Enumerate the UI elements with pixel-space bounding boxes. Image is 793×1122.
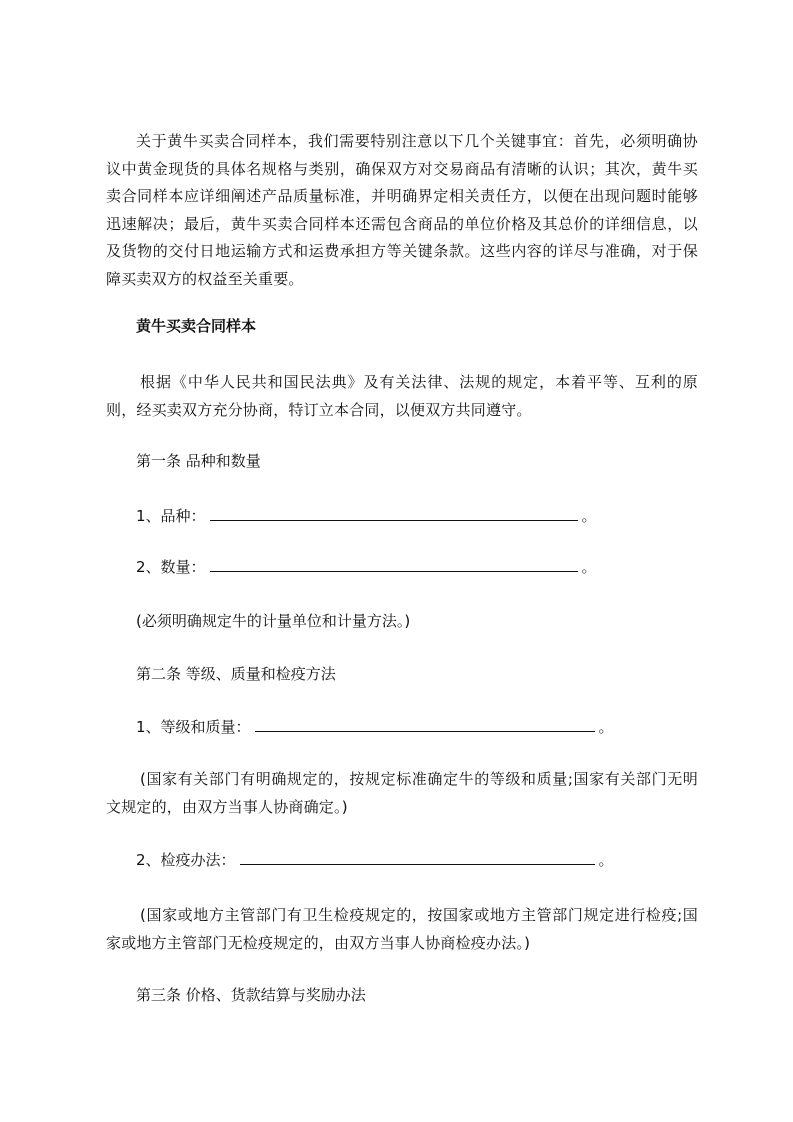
preamble-paragraph: 根据《中华人民共和国民法典》及有关法律、法规的规定，本着平等、互利的原则，经买卖双方充分协商，特订立本合同，以便双方共同遵守。: [106, 373, 698, 419]
article2-item2: [136, 850, 614, 870]
article2-heading: 第二条 等级、质量和检疫方法: [136, 665, 336, 683]
article3-heading: 第三条 价格、货款结算与奖励办法: [136, 986, 366, 1004]
article1-item2: [136, 557, 597, 577]
document-title: 黄牛买卖合同样本: [136, 317, 257, 335]
quantity-label: 2、数量：: [136, 558, 206, 576]
period-mark: 。: [598, 851, 614, 869]
variety-label: 1、品种：: [136, 507, 206, 525]
quarantine-blank-field[interactable]: [240, 850, 595, 865]
article1-item1: [136, 506, 597, 526]
article2-note2: (国家或地方主管部门有卫生检疫规定的，按国家或地方主管部门规定进行检疫;国家或地方主管部门无检疫规定的，由双方当事人协商检疫办法。): [106, 906, 698, 952]
quantity-blank-field[interactable]: [210, 557, 578, 572]
period-mark: 。: [581, 558, 597, 576]
article2-item1: [136, 717, 614, 737]
grade-quality-blank-field[interactable]: [255, 717, 595, 732]
article1-note: (必须明确规定牛的计量单位和计量方法。): [136, 612, 411, 630]
period-mark: 。: [598, 718, 614, 736]
article2-note1: (国家有关部门有明确规定的，按规定标准确定牛的等级和质量;国家有关部门无明文规定的，由双方当事人协商确定。): [106, 770, 698, 816]
article1-heading: 第一条 品种和数量: [136, 452, 261, 470]
quarantine-label: 2、检疫办法：: [136, 851, 236, 869]
grade-quality-label: 1、等级和质量：: [136, 718, 251, 736]
period-mark: 。: [581, 507, 597, 525]
variety-blank-field[interactable]: [210, 506, 578, 521]
intro-paragraph: 关于黄牛买卖合同样本，我们需要特别注意以下几个关键事宜：首先，必须明确协议中黄金现货的具体名规格与类别，确保双方对交易商品有清晰的认识；其次，黄牛买卖合同样本应详细阐述产品质量标准，并明确界定相关责任方，以便在出现问题时能够迅速解决；最后，黄牛买卖合同样本还需包含商品的单位价格及其总价的详细信息，以及货物的交付日地运输方式和运费承担方等关键条款。这些内容的详尽与准确，对于保障买卖双方的权益至关重要。: [106, 132, 698, 288]
